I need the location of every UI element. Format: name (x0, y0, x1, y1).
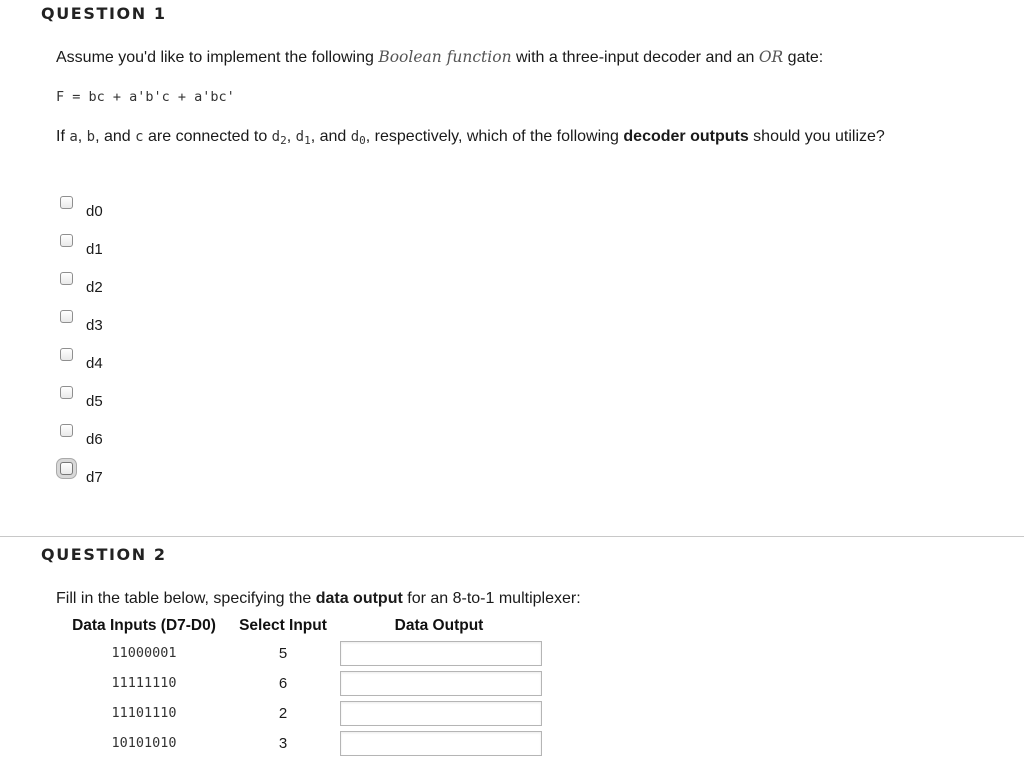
option-label: d0 (86, 202, 103, 220)
option-label: d3 (86, 316, 103, 334)
prompt-text: Fill in the table below, specifying the (56, 590, 316, 607)
decoder-d1 (296, 129, 311, 145)
table-row (56, 668, 544, 698)
decoder-d2-sub: 2 (280, 134, 287, 147)
question-text: , (77, 128, 87, 145)
option-label: d7 (86, 468, 103, 486)
question-1-prompt (56, 48, 823, 67)
table-row (56, 728, 544, 758)
data-output-cell (334, 638, 544, 668)
data-output-field[interactable] (340, 701, 542, 726)
option-label: d1 (86, 240, 103, 258)
option-d3[interactable] (60, 306, 103, 344)
option-d1[interactable] (60, 230, 103, 268)
data-inputs-cell: 11000001 (111, 645, 177, 661)
mux-table-header-row (56, 614, 544, 638)
option-label: d5 (86, 392, 103, 410)
option-label: d6 (86, 430, 103, 448)
data-output-field[interactable] (340, 671, 542, 696)
question-2-prompt (56, 590, 581, 608)
data-output-field[interactable] (340, 641, 542, 666)
checkbox-d5[interactable] (60, 386, 73, 399)
option-label: d2 (86, 278, 103, 296)
data-inputs-cell: 11111110 (111, 675, 177, 691)
question-1-question (56, 128, 885, 147)
question-text: , and (310, 128, 351, 145)
question-text: should you utilize? (748, 128, 885, 145)
decoder-d1-base: d (295, 129, 305, 145)
decoder-outputs-emphasis: decoder outputs (623, 128, 749, 145)
header-select-input: Select Input (239, 617, 327, 634)
question-text: If (56, 128, 70, 145)
table-row (56, 698, 544, 728)
question-text: , and (95, 128, 136, 145)
mux-table (56, 614, 544, 758)
data-inputs-cell: 10101010 (111, 735, 177, 751)
checkbox-d7[interactable] (60, 462, 73, 475)
var-b: b (86, 129, 96, 145)
data-output-cell (334, 728, 544, 758)
checkbox-d3[interactable] (60, 310, 73, 323)
section-divider (0, 536, 1024, 537)
question-text: are connected to (143, 128, 272, 145)
data-inputs-cell: 11101110 (111, 705, 177, 721)
boolean-function-term: Boolean function (378, 48, 512, 66)
checkbox-d2[interactable] (60, 272, 73, 285)
option-label: d4 (86, 354, 103, 372)
question-text: , (286, 128, 296, 145)
data-output-field[interactable] (340, 731, 542, 756)
data-output-cell (334, 698, 544, 728)
checkbox-d4[interactable] (60, 348, 73, 361)
option-d6[interactable] (60, 420, 103, 458)
question-text: , respectively, which of the following (365, 128, 624, 145)
select-input-cell: 3 (278, 734, 288, 752)
header-data-output: Data Output (394, 617, 484, 634)
checkbox-d6[interactable] (60, 424, 73, 437)
question-2-header: QUESTION 2 (41, 545, 167, 564)
decoder-d0-sub: 0 (359, 134, 366, 147)
select-input-cell: 5 (278, 644, 288, 662)
checkbox-d1[interactable] (60, 234, 73, 247)
prompt-text: with a three-input decoder and an (511, 49, 759, 66)
decoder-d0 (351, 129, 366, 145)
table-row (56, 638, 544, 668)
data-output-cell (334, 668, 544, 698)
question-1-header: QUESTION 1 (41, 4, 167, 23)
option-d4[interactable] (60, 344, 103, 382)
decoder-d1-sub: 1 (304, 134, 311, 147)
decoder-output-options (60, 192, 103, 496)
prompt-text: Assume you'd like to implement the following (56, 49, 379, 66)
checkbox-d0[interactable] (60, 196, 73, 209)
select-input-cell: 2 (278, 704, 288, 722)
option-d0[interactable] (60, 192, 103, 230)
select-input-cell: 6 (278, 674, 288, 692)
decoder-d2-base: d (271, 129, 281, 145)
header-data-inputs: Data Inputs (D7-D0) (72, 617, 216, 634)
option-d7[interactable] (60, 458, 103, 496)
prompt-text: gate: (783, 49, 824, 66)
decoder-d2 (272, 129, 287, 145)
var-a: a (69, 129, 78, 145)
option-d2[interactable] (60, 268, 103, 306)
prompt-text: for an 8-to-1 multiplexer: (402, 590, 581, 607)
option-d5[interactable] (60, 382, 103, 420)
var-c: c (135, 129, 144, 145)
boolean-formula: F = bc + a'b'c + a'bc' (56, 89, 235, 105)
data-output-emphasis: data output (315, 590, 403, 607)
decoder-d0-base: d (350, 129, 360, 145)
or-gate-term: OR (758, 48, 784, 66)
